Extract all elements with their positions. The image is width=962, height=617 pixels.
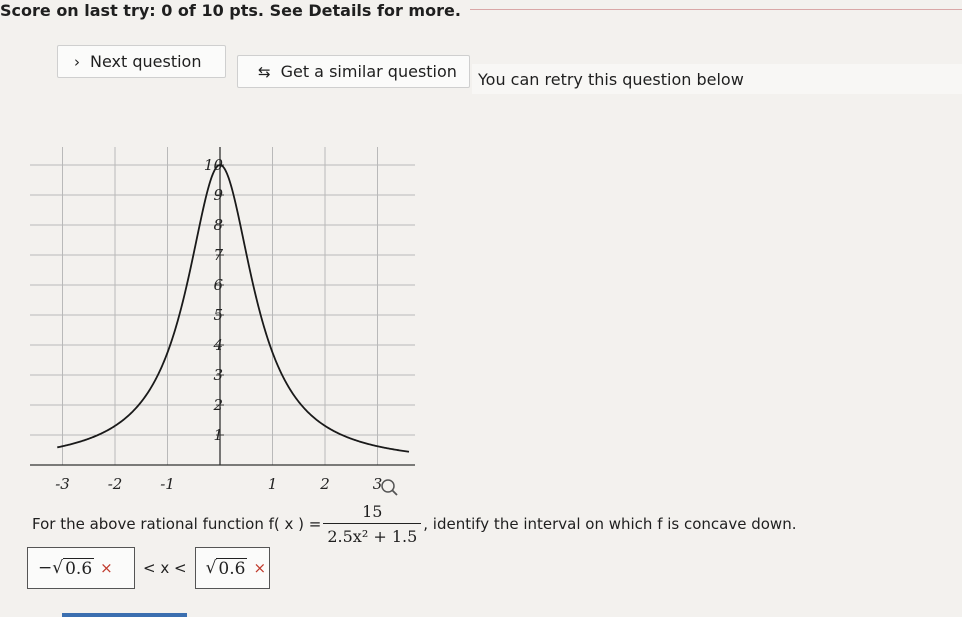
minus-sign: − [38, 558, 53, 578]
function-graph [30, 110, 420, 510]
question-prefix: For the above rational function f( x ) = [32, 515, 322, 533]
sqrt-symbol: √ [52, 558, 64, 578]
similar-question-button[interactable] [237, 55, 470, 88]
retry-text: You can retry this question below [478, 69, 744, 89]
x-tick-label: -1 [160, 475, 175, 493]
similar-question-label: Get a similar question [280, 62, 457, 81]
retry-message [472, 64, 962, 94]
magnifier-icon[interactable] [382, 480, 397, 495]
upper-bound-answer[interactable] [195, 547, 270, 589]
x-tick-label: -2 [107, 475, 123, 493]
question-suffix: , identify the interval on which f is concave down. [423, 515, 797, 533]
question-text [32, 502, 796, 546]
y-tick-label: 3 [213, 366, 223, 384]
x-tick-label: -3 [55, 475, 70, 493]
function-curve [57, 165, 409, 452]
function-fraction [323, 502, 421, 546]
next-question-button[interactable] [57, 45, 226, 78]
chevron-right-icon: › [74, 52, 80, 71]
y-tick-label: 9 [213, 186, 223, 204]
next-question-label: Next question [90, 52, 202, 71]
sqrt-symbol: √ [205, 558, 217, 578]
retry-arrows-icon: ⇆ [258, 62, 271, 81]
tick-labels [55, 156, 382, 493]
answer-row [27, 547, 270, 589]
score-text: Score on last try: 0 of 10 pts. See Details for more. [0, 1, 461, 20]
y-tick-label: 7 [213, 246, 223, 264]
y-tick-label: 2 [213, 396, 223, 414]
y-tick-label: 6 [213, 276, 223, 294]
upper-radicand: 0.6 [218, 558, 246, 579]
y-tick-label: 4 [213, 336, 223, 354]
incorrect-icon: × [100, 559, 113, 577]
x-tick-label: 3 [372, 475, 383, 493]
progress-bar [62, 613, 187, 617]
lower-bound-answer[interactable] [27, 547, 135, 589]
incorrect-icon: × [253, 559, 267, 577]
y-tick-label: 8 [213, 216, 223, 234]
x-tick-label: 2 [320, 475, 330, 493]
y-tick-label: 5 [213, 306, 223, 324]
y-tick-label: 10 [203, 156, 223, 174]
y-tick-label: 1 [213, 426, 223, 444]
divider [470, 9, 962, 10]
x-tick-label: 1 [267, 475, 278, 493]
fraction-denominator: 2.5x² + 1.5 [323, 523, 421, 546]
lower-radicand: 0.6 [65, 558, 93, 579]
fraction-numerator: 15 [362, 502, 383, 521]
inequality-text: < x < [143, 559, 187, 577]
